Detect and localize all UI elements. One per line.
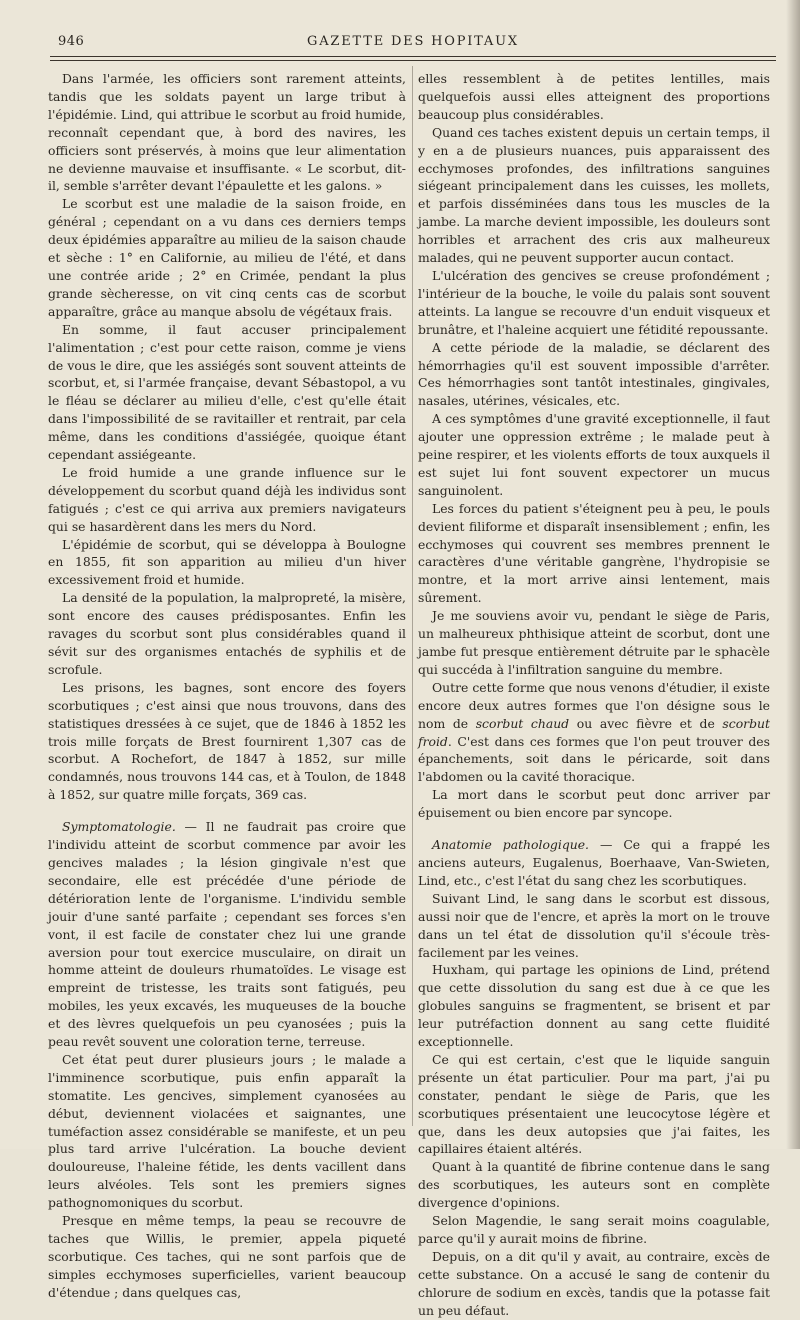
term-scorbut-chaud: scorbut chaud	[475, 715, 570, 731]
paragraph-text: ou avec fièvre et de	[569, 715, 723, 731]
section-heading-symptomatologie: Symptomatologie.	[62, 819, 176, 835]
paragraph: L'épidémie de scorbut, qui se développa à Boulogne en 1855, fit son apparition au milieu d'un hiver excessivement froid et humide.	[48, 536, 406, 588]
paragraph: Les forces du patient s'éteignent peu à peu, le pouls devient filiforme et disparaît insensiblement ; enfin, les ecchymoses qui couvrent ses membres prennent le caractères d'une véritable gangrène, l'hydropisie se montre, et la mort arrive ainsi lentement, mais sûrement.	[418, 500, 770, 606]
paragraph: Suivant Lind, le sang dans le scorbut est dissous, aussi noir que de l'encre, et après la mort on le trouve dans un tel état de dissolution qu'il s'écoule très-facilement par les veines.	[418, 890, 770, 960]
paragraph-text: Outre cette forme que nous venons d'étudier, il existe encore deux autres formes que l'on désigne sous le nom de	[418, 679, 770, 731]
section-paragraph-anatomie	[418, 836, 770, 890]
section-paragraph-symptomatologie	[48, 818, 406, 1051]
paragraph: Le froid humide a une grande influence sur le développement du scorbut quand déjà les individus sont fatigués ; c'est ce qui arriva aux premiers navigateurs qui se hasardèrent dans les mers du Nord.	[48, 464, 406, 534]
paragraph: Depuis, on a dit qu'il y avait, au contraire, excès de cette substance. On a accusé le sang de contenir du chlorure de sodium en excès, tandis que la potasse fait un peu défaut.	[418, 1248, 770, 1318]
paragraph: L'ulcération des gencives se creuse profondément ; l'intérieur de la bouche, le voile du palais sont souvent atteints. La langue se recouvre d'un enduit visqueux et brunâtre, et l'haleine acquiert une fétidité repoussante.	[418, 267, 770, 337]
paragraph: La mort dans le scorbut peut donc arriver par épuisement ou bien encore par syncope.	[418, 787, 770, 821]
paragraph: Presque en même temps, la peau se recouvre de taches que Willis, le premier, appela piqueté scorbutique. Ces taches, qui ne sont parfois que de simples ecchymoses superficielles, varient beaucoup d'étendue ; dans quelques cas,	[48, 1213, 406, 1300]
journal-title: GAZETTE DES HOPITAUX	[307, 34, 519, 49]
page-edge-shadow	[786, 0, 800, 1149]
paragraph: Le scorbut est une maladie de la saison froide, en général ; cependant on a vu dans ces derniers temps deux épidémies apparaître au milieu de la saison chaude et sèche : 1° en Californie, au milieu de l'été, et dans une contrée aride ; 2° en Crimée, pendant la plus grande sècheresse, on vit cinq cents cas de scorbut apparaître, grâce au manque absolu de végétaux frais.	[48, 196, 406, 319]
page-header	[54, 34, 772, 52]
paragraph: Dans l'armée, les officiers sont rarement atteints, tandis que les soldats payent un large tribut à l'épidémie. Lind, qui attribue le scorbut au froid humide, reconnaît cependant que, à bord des navires, les officiers sont préservés, à moins que leur alimentation ne devienne mauvaise et insuffisante. « Le scorbut, dit-il, semble s'arrêter devant l'épaulette et les galons. »	[48, 71, 406, 194]
paragraph: A ces symptômes d'une gravité exceptionnelle, il faut ajouter une oppression extrême ; le malade peut à peine respirer, et les violents efforts de toux auxquels il est sujet lui font souvent expectorer un mucus sanguinolent.	[418, 411, 770, 498]
paragraph-text: . C'est dans ces formes que l'on peut trouver des épanchements, soit dans le péricarde, soit dans l'abdomen ou la cavité thoracique.	[418, 733, 770, 785]
paragraph: Cet état peut durer plusieurs jours ; le malade a l'imminence scorbutique, puis enfin apparaît la stomatite. Les gencives, simplement cyanosées au début, deviennent violacées et saignantes, une tuméfaction assez considérable se manifeste, et un peu plus tard arrive l'ulcération. La bouche devient douloureuse, l'haleine fétide, les dents vacillent dans leurs alvéoles. Tels sont les premiers signes pathognomoniques du scorbut.	[48, 1051, 406, 1211]
paragraph: A cette période de la maladie, se déclarent des hémorrhagies qu'il est souvent impossible d'arrêter. Ces hémorrhagies sont tantôt intestinales, gingivales, nasales, utérines, vésicales, etc.	[418, 339, 770, 409]
paragraph: La densité de la population, la malpropreté, la misère, sont encore des causes prédisposantes. Enfin les ravages du scorbut sont plus considérables quand il sévit sur des organismes entachés de syphilis et de scrofule.	[48, 590, 406, 677]
section-heading-anatomie-pathologique: Anatomie pathologique.	[432, 837, 589, 853]
left-column	[48, 70, 406, 1302]
term-scorbut-froid: scorbut froid	[418, 715, 770, 749]
header-rule	[50, 56, 776, 61]
paragraph-continued: elles ressemblent à de petites lentilles, mais quelquefois aussi elles atteignent des proportions beaucoup plus considérables.	[418, 71, 770, 122]
paragraph: Quant à la quantité de fibrine contenue dans le sang des scorbutiques, les auteurs sont en complète divergence d'opinions.	[418, 1159, 770, 1211]
page-number: 946	[58, 34, 85, 49]
right-column	[418, 70, 770, 1320]
column-divider	[412, 66, 413, 1126]
paragraph: Selon Magendie, le sang serait moins coagulable, parce qu'il y aurait moins de fibrine.	[418, 1213, 770, 1246]
paragraph-text: — Il ne faudrait pas croire que l'individu atteint de scorbut commence par avoir les gencives malades ; la lésion gingivale n'est que secondaire, elle est précédée d'une période de détérioration lente de l'organisme. L'individu semble jouir d'une santé parfaite ; cependant ses forces s'en vont, il est facile de constater chez lui une grande aversion pour tout exercice musculaire, on dirait un homme atteint de douleurs rhumatoïdes. Le visage est empreint de tristesse, les traits sont fatigués, peu mobiles, les yeux excavés, les muqueuses de la bouche et des lèvres quelquefois un peu cyanosées ; puis la peau revêt souvent une coloration terne, terreuse.	[48, 819, 406, 1050]
paragraph: Huxham, qui partage les opinions de Lind, prétend que cette dissolution du sang est due à ce que les globules sanguins se fragmentent, se brisent et par leur putréfaction donnent au sang cette fluidité exceptionnelle.	[418, 962, 770, 1050]
paragraph: En somme, il faut accuser principalement l'alimentation ; c'est pour cette raison, comme je viens de vous le dire, que les assiégés sont souvent atteints de scorbut, et, si l'armée française, devant Sébastopol, a vu le fléau se déclarer au milieu d'elle, c'est qu'elle était dans l'impossibilité de se ravitailler et rentrait, par cela même, dans les conditions d'assiégée, quoique étant cependant assiégeante.	[48, 321, 406, 463]
paragraph	[418, 679, 770, 786]
paragraph: Ce qui est certain, c'est que le liquide sanguin présente un état particulier. Pour ma part, j'ai pu constater, pendant le siège de Paris, que les scorbutiques présentaient une leucocytose légère et que, dans les deux autopsies que j'ai faites, les capillaires étaient altérés.	[418, 1051, 770, 1157]
paragraph: Quand ces taches existent depuis un certain temps, il y en a de plusieurs nuances, puis apparaissent des ecchymoses profondes, des infiltrations sanguines siégeant principalement dans les cuisses, les mollets, et parfois disséminées dans tous les muscles de la jambe. La marche devient impossible, les douleurs sont horribles et arrachent des cris aux malheureux malades, qui ne peuvent supporter aucun contact.	[418, 124, 770, 266]
paragraph: Les prisons, les bagnes, sont encore des foyers scorbutiques ; c'est ainsi que nous trouvons, dans des statistiques dressées à ce sujet, que de 1846 à 1852 les trois mille forçats de Brest fournirent 1,307 cas de scorbut. A Rochefort, de 1847 à 1852, sur mille condamnés, nous trouvons 144 cas, et à Toulon, de 1848 à 1852, sur quatre mille forçats, 369 cas.	[48, 679, 406, 803]
paragraph: Je me souviens avoir vu, pendant le siège de Paris, un malheureux phthisique atteint de scorbut, dont une jambe fut presque entièrement détruite par le sphacèle qui succéda à l'infiltration sanguine du membre.	[418, 608, 770, 677]
paragraph-text: — Ce qui a frappé les anciens auteurs, Eugalenus, Boerhaave, Van-Swieten, Lind, etc., c'est l'état du sang chez les scorbutiques.	[418, 837, 770, 888]
